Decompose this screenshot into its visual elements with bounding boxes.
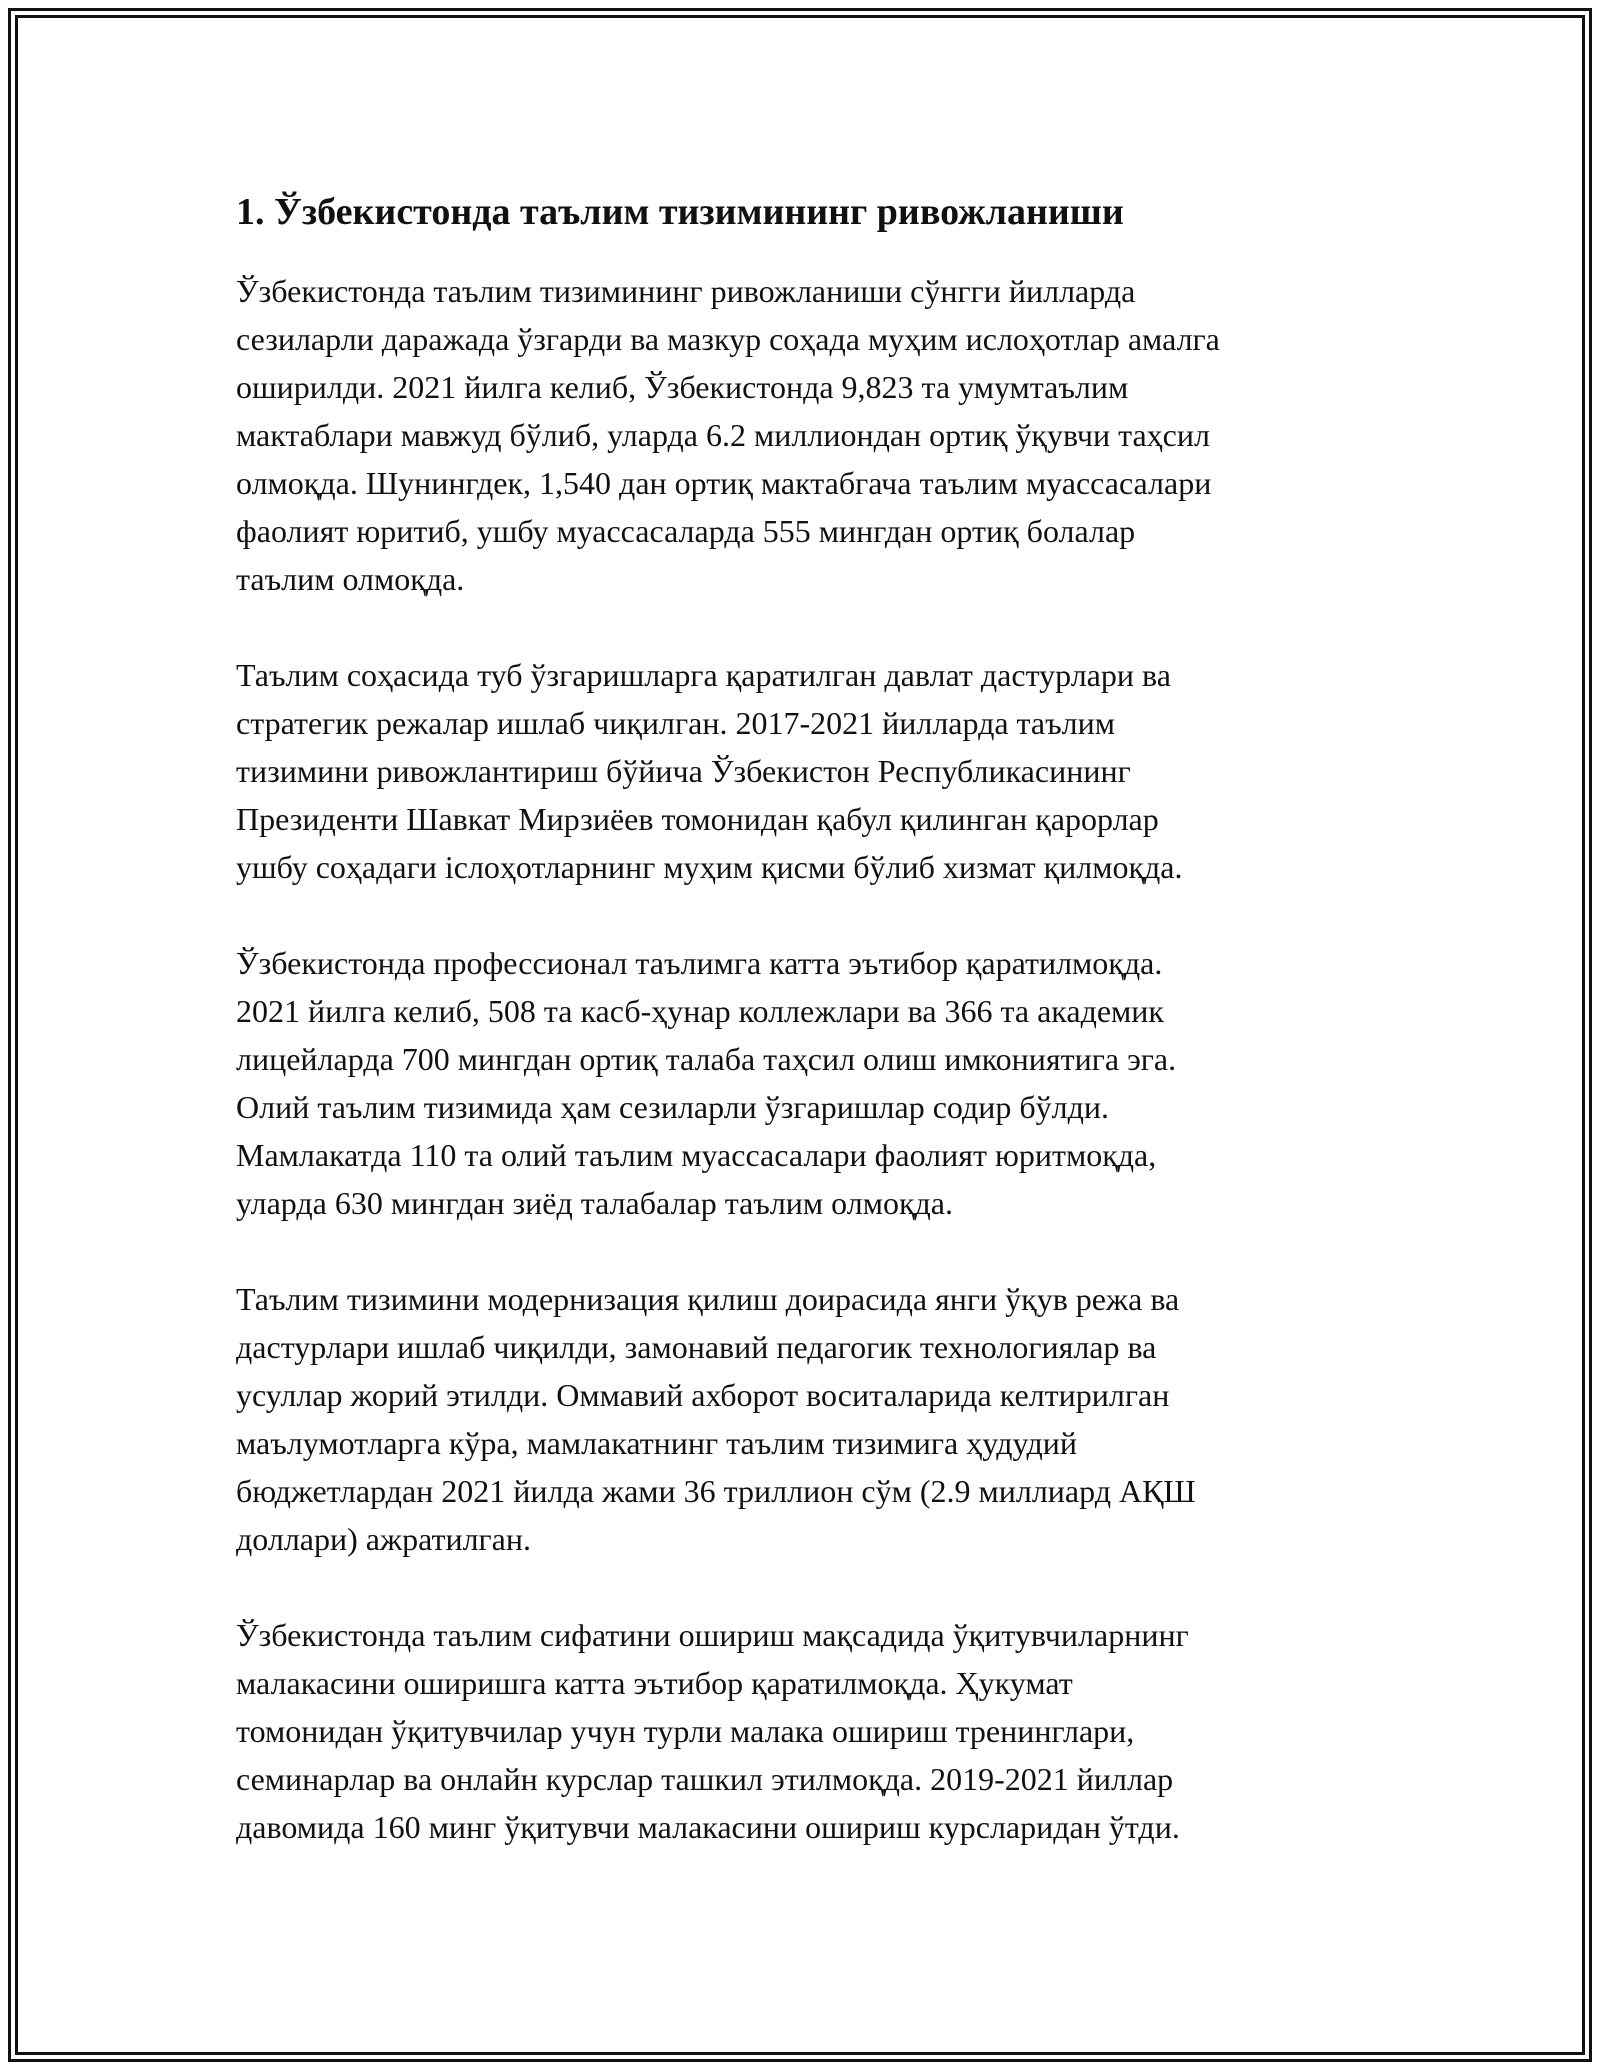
- paragraph-2: Таълим соҳасида туб ўзгаришларга қаратилган давлат дастурлари ва стратегик режалар ишлаб чиқилган. 2017-2021 йилларда таълим тизимини ривожлантириш бўйича Ўзбекистон Республикасининг Президенти Шавкат Мирзиёев томонидан қабул қилинган қарорлар ушбу соҳадаги iслоҳотларнинг муҳим қисми бўлиб хизмат қилмоқда.: [236, 657, 1183, 885]
- section-title: 1. Ўзбекистонда таълим тизимининг ривожланиши: [236, 191, 1124, 233]
- paragraph-1: Ўзбекистонда таълим тизимининг ривожланиши сўнгги йилларда сезиларли даражада ўзгарди ва мазкур соҳада муҳим ислоҳотлар амалга оширилди. 2021 йилга келиб, Ўзбекистонда 9,823 та умумтаълим мактаблари мавжуд бўлиб, уларда 6.2 миллиондан ортиқ ўқувчи таҳсил олмоқда. Шунингдек, 1,540 дан ортиқ мактабгача таълим муассасалари фаолият юритиб, ушбу муассасаларда 555 мингдан ортиқ болалар таълим олмоқда.: [236, 273, 1220, 597]
- paragraph-4: Таълим тизимини модернизация қилиш доирасида янги ўқув режа ва дастурлари ишлаб чиқилди, замонавий педагогик технологиялар ва усуллар жорий этилди. Оммавий ахборот воситаларида келтирилган маълумотларга кўра, мамлакатнинг таълим тизимига ҳудудий бюджетлардан 2021 йилда жами 36 триллион сўм (2.9 миллиард АҚШ доллари) ажратилган.: [236, 1281, 1196, 1557]
- document-body: [236, 182, 1386, 1899]
- paragraph-5: Ўзбекистонда таълим сифатини ошириш мақсадида ўқитувчиларнинг малакасини оширишга катта эътибор қаратилмоқда. Ҳукумат томонидан ўқитувчилар учун турли малака ошириш тренинглари, семинарлар ва онлайн курслар ташкил этилмоқда. 2019-2021 йиллар давомида 160 минг ўқитувчи малакасини ошириш курсларидан ўтди.: [236, 1617, 1189, 1845]
- paragraph-3: Ўзбекистонда профессионал таълимга катта эътибор қаратилмоқда. 2021 йилга келиб, 508 та касб-ҳунар коллежлари ва 366 та академик лицейларда 700 мингдан ортиқ талаба таҳсил олиш имкониятига эга. Олий таълим тизимида ҳам сезиларли ўзгаришлар содир бўлди. Мамлакатда 110 та олий таълим муассасалари фаолият юритмоқда, уларда 630 мингдан зиёд талабалар таълим олмоқда.: [236, 945, 1177, 1221]
